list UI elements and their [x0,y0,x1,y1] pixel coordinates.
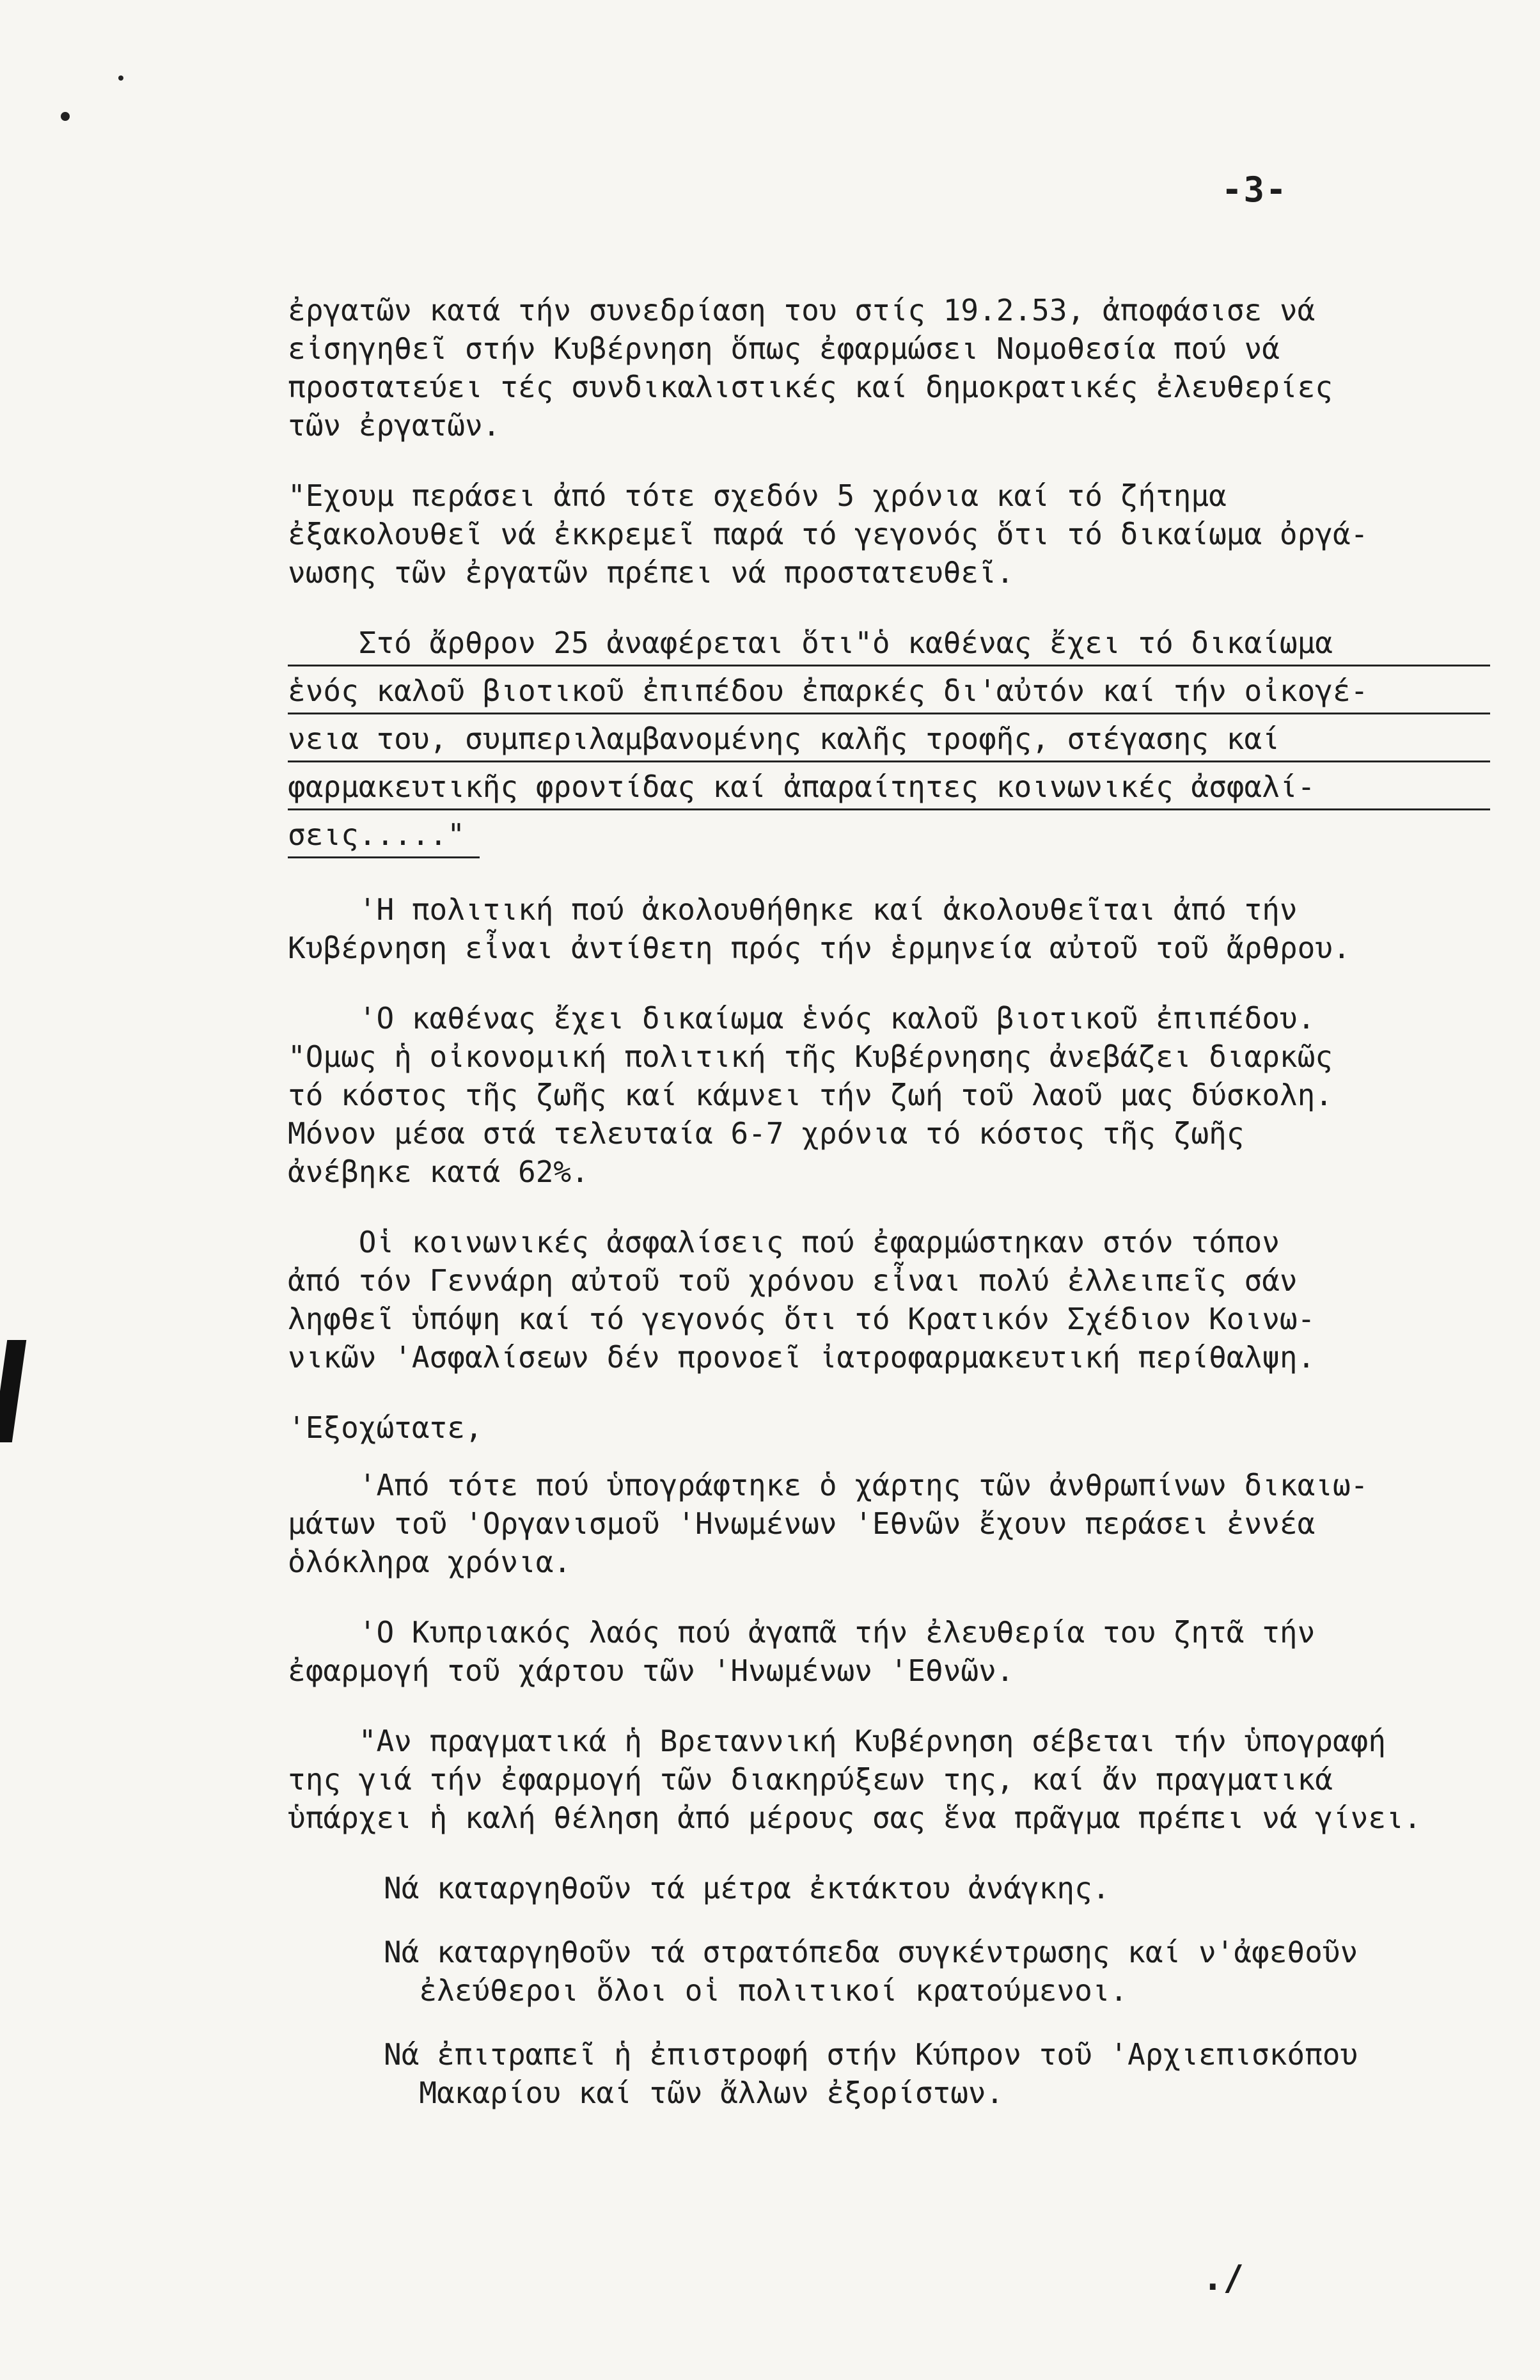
letter-body [288,291,1490,2138]
quote-line: φαρμακευτικῆς φροντίδας καί ἀπαραίτητες κοινωνικές ἀσφαλί- [288,768,1490,810]
demand-item: Νά καταργηθοῦν τά μέτρα ἐκτάκτου ἀνάγκης. [384,1871,1110,1905]
paragraph: ἐργατῶν κατά τήν συνεδρίαση του στίς 19.2.53, ἀποφάσισε νά εἰσηγηθεῖ στήν Κυβέρνηση ὅπως ἐφαρμώσει Νομοθεσία πού νά προστατεύει τές συνδικαλιστικές καί δημοκρατικές ἐλευθερίες τῶν ἐργατῶν. [288,293,1333,443]
paragraph: "Εχουμ περάσει ἀπό τότε σχεδόν 5 χρόνια καί τό ζήτημα ἐξακολουθεῖ νά ἐκκρεμεῖ παρά τό γεγονός ὅτι τό δικαίωμα ὀργά- νωσης τῶν ἐργατῶν πρέπει νά προστατευθεῖ. [288,478,1369,590]
scan-speck [118,75,123,81]
quote-line: νεια του, συμπεριλαμβανομένης καλῆς τροφῆς, στέγασης καί [288,720,1490,762]
end-mark: ./ [1202,2258,1245,2298]
underlined-quote [288,624,1490,858]
salutation: 'Εξοχώτατε, [288,1410,483,1445]
scan-speck [61,112,70,121]
quote-line: ἑνός καλοῦ βιοτικοῦ ἐπιπέδου ἐπαρκές δι'αὐτόν καί τήν οἰκογέ- [288,672,1490,714]
paragraph: Οἱ κοινωνικές ἀσφαλίσεις πού ἐφαρμώστηκαν στόν τόπον ἀπό τόν Γεννάρη αὐτοῦ τοῦ χρόνου εἶναι πολύ ἐλλειπεῖς σάν ληφθεῖ ὑπόψη καί τό γεγονός ὅτι τό Κρατικόν Σχέδιον Κοινω- νικῶν 'Ασφαλίσεων δέν προνοεῖ ἰατροφαρμακευτική περίθαλψη. [288,1225,1316,1375]
margin-scan-mark [0,1340,26,1442]
paragraph: 'Από τότε πού ὑπογράφτηκε ὁ χάρτης τῶν ἀνθρωπίνων δικαιω- μάτων τοῦ 'Οργανισμοῦ 'Ηνωμένων 'Εθνῶν ἔχουν περάσει ἐννέα ὁλόκληρα χρόνια. [288,1468,1369,1579]
paragraph: 'Η πολιτική πού ἀκολουθήθηκε καί ἀκολουθεῖται ἀπό τήν Κυβέρνηση εἶναι ἀντίθετη πρός τήν ἑρμηνεία αὐτοῦ τοῦ ἄρθρου. [288,892,1351,965]
paragraph: 'Ο καθένας ἔχει δικαίωμα ἑνός καλοῦ βιοτικοῦ ἐπιπέδου. "Ομως ἡ οἰκονομική πολιτική τῆς Κυβέρνησης ἀνεβάζει διαρκῶς τό κόστος τῆς ζωῆς καί κάμνει τήν ζωή τοῦ λαοῦ μας δύσκολη. Μόνον μέσα στά τελευταία 6-7 χρόνια τό κόστος τῆς ζωῆς ἀνέβηκε κατά 62%. [288,1001,1333,1189]
quote-line: Στό ἄρθρον 25 ἀναφέρεται ὅτι"ὁ καθένας ἔχει τό δικαίωμα [288,624,1490,666]
quote-line: σεις....." [288,816,480,858]
paragraph: 'Ο Κυπριακός λαός πού ἀγαπᾶ τήν ἐλευθερία του ζητᾶ τήν ἐφαρμογή τοῦ χάρτου τῶν 'Ηνωμένων 'Εθνῶν. [288,1615,1316,1688]
page-number: -3- [1222,169,1288,210]
demand-item: Νά ἐπιτραπεῖ ἡ ἐπιστροφή στήν Κύπρον τοῦ 'Αρχιεπισκόπου Μακαρίου καί τῶν ἄλλων ἐξορίστων. [384,2037,1358,2110]
demands-list [288,1869,1490,2112]
demand-item: Νά καταργηθοῦν τά στρατόπεδα συγκέντρωσης καί ν'ἀφεθοῦν ἐλεύθεροι ὅλοι οἱ πολιτικοί κρατούμενοι. [384,1935,1358,2008]
paragraph: "Αν πραγματικά ἡ Βρεταννική Κυβέρνηση σέβεται τήν ὑπογραφή της γιά τήν ἐφαρμογή τῶν διακηρύξεων της, καί ἄν πραγματικά ὑπάρχει ἡ καλή θέληση ἀπό μέρους σας ἕνα πρᾶγμα πρέπει νά γίνει. [288,1724,1422,1835]
